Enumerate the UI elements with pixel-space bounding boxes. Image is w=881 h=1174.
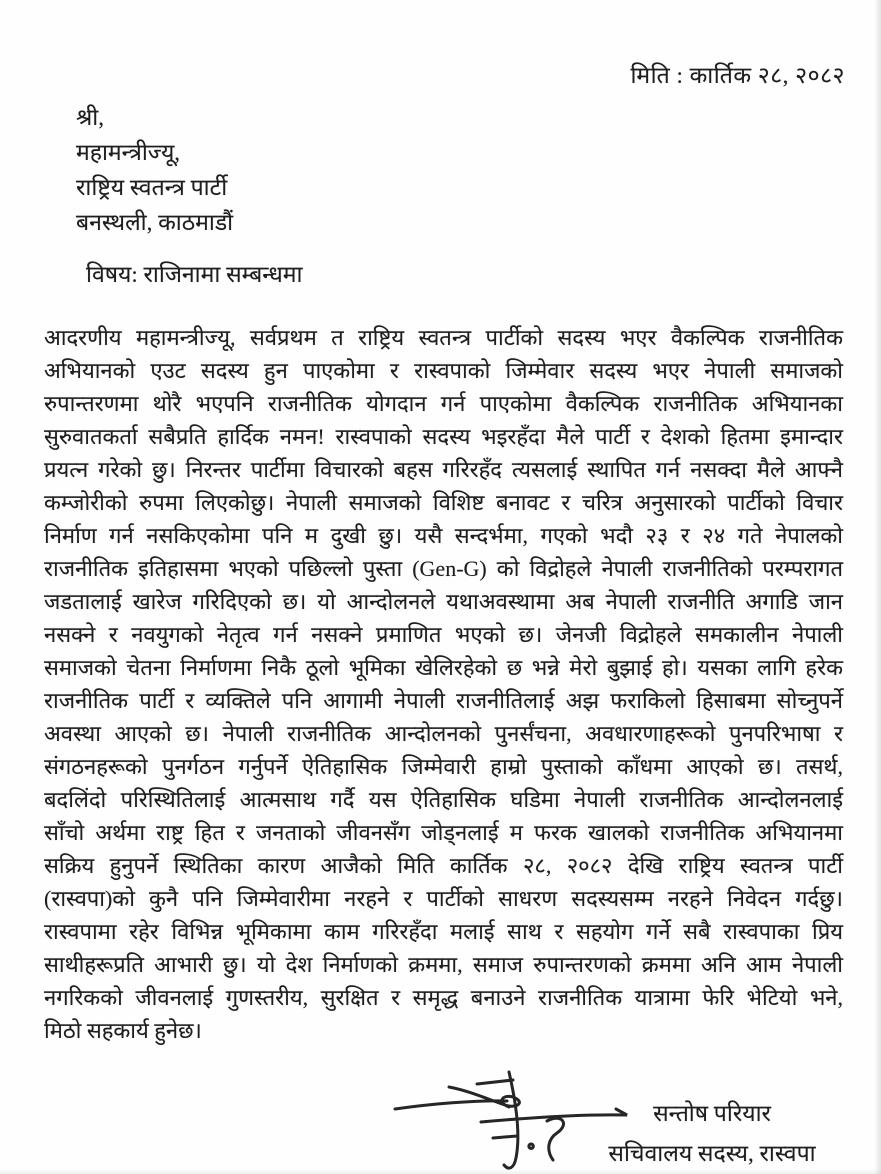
recipient-line: बनस्थली, काठमाडौं [76, 210, 234, 235]
recipient-line: राष्ट्रिय स्वतन्त्र पार्टी [76, 175, 228, 200]
body-line: राजनीतिक इतिहासमा भएको पछिल्लो पुस्ता (Gen-G) को विद्रोहले नेपाली राजनीतिको परम्परागत [44, 556, 843, 581]
body-line: जडतालाई खारेज गरिदिएको छ। यो आन्दोलनले यथाअवस्थामा अब नेपाली राजनीति अगाडि जान [44, 589, 843, 614]
recipient-line: महामन्त्रीज्यू, [76, 140, 181, 165]
recipient-line: श्री, [76, 105, 104, 130]
letter-body [44, 321, 843, 1047]
body-line: कम्जोरीको रुपमा लिएकोछु। नेपाली समाजको विशिष्ट बनावट र चरित्र अनुसारको पार्टीको विचार [44, 490, 843, 515]
body-line: बदलिंदो परिस्थितिलाई आत्मसाथ गर्दै यस ऐतिहासिक घडिमा नेपाली राजनीतिक आन्दोलनलाई [44, 787, 843, 812]
body-line: साँचो अर्थमा राष्ट्र हित र जनताको जीवनसँग जोड्नलाई म फरक खालको राजनीतिक अभियानमा [44, 820, 843, 845]
body-line: समाजको चेतना निर्माणमा निकै ठूलो भूमिका खेलिरहेको छ भन्ने मेरो बुझाई हो। यसका लागि हरेक [44, 655, 843, 680]
body-line: मिठो सहकार्य हुनेछ। [44, 1018, 202, 1043]
signer-title: सचिवालय सदस्य, रास्वपा [608, 1141, 816, 1166]
body-line: (रास्वपा)को कुनै पनि जिम्मेवारीमा नरहने र पार्टीको साधरण सदस्यसम्म नरहने निवेदन गर्दछु। [44, 886, 843, 911]
body-line: प्रयत्न गरेको छु। निरन्तर पार्टीमा विचारको बहस गरिरहँद त्यसलाई स्थापित गर्न नसक्दा मैले आफ्नै [44, 457, 843, 482]
body-line: रुपान्तरणमा थोरै भएपनि राजनीतिक योगदान गर्न पाएकोमा वैकल्पिक राजनीतिक अभियानका [44, 391, 843, 416]
subject-line: विषय: राजिनामा सम्बन्धमा [86, 262, 303, 287]
body-line: राजनीतिक पार्टी र व्यक्तिले पनि आगामी नेपाली राजनीतिलाई अझ फराकिलो हिसाबमा सोच्नुपर्ने [44, 688, 843, 713]
body-line: नगरिकको जीवनलाई गुणस्तरीय, सुरक्षित र समृद्ध बनाउने राजनीतिक यात्रामा फेरि भेटियो भने, [44, 985, 843, 1010]
body-line: नसक्ने र नवयुगको नेतृत्व गर्न नसक्ने प्रमाणित भएको छ। जेनजी विद्रोहले समकालीन नेपाली [44, 622, 843, 647]
body-line: रास्वपामा रहेर विभिन्न भूमिकामा काम गरिरहँदा मलाई साथ र सहयोग गर्ने सबै रास्वपाका प्रिय [44, 919, 843, 944]
body-line: अभियानको एउट सदस्य हुन पाएकोमा र रास्वपाको जिम्मेवार सदस्य भएर नेपाली समाजको [44, 358, 843, 383]
body-line: साथीहरूप्रति आभारी छु। यो देश निर्माणको क्रममा, समाज रुपान्तरणको क्रममा अनि आम नेपाली [44, 952, 843, 977]
body-line: सुरुवातकर्ता सबैप्रति हार्दिक नमन! रास्वपाको सदस्य भइरहँदा मैले पार्टी र देशको हितमा इमान्दार [44, 424, 843, 449]
body-line: आदरणीय महामन्त्रीज्यू, सर्वप्रथम त राष्ट्रिय स्वतन्त्र पार्टीको सदस्य भएर वैकल्पिक राजनीतिक [44, 325, 843, 350]
body-line: निर्माण गर्न नसकिएकोमा पनि म दुखी छु। यसै सन्दर्भमा, गएको भदौ २३ र २४ गते नेपालको [44, 523, 843, 548]
body-line: संगठनहरूको पुनर्गठन गर्नुपर्ने ऐतिहासिक जिम्मेवारी हाम्रो पुस्ताको काँधमा आएको छ। तसर्थ, [44, 754, 843, 779]
signer-name: सन्तोष परियार [653, 1101, 771, 1126]
date-line: मिति : कार्तिक २८, २०८२ [630, 63, 845, 88]
body-line: अवस्था आएको छ। नेपाली राजनीतिक आन्दोलनको पुनर्संचना, अवधारणाहरूको पुनपरिभाषा र [44, 721, 843, 746]
recipient-block [76, 100, 233, 240]
body-line: सक्रिय हुनुपर्ने स्थितिका कारण आजैको मिति कार्तिक २८, २०८२ देखि राष्ट्रिय स्वतन्त्र पार्टी [44, 853, 843, 878]
